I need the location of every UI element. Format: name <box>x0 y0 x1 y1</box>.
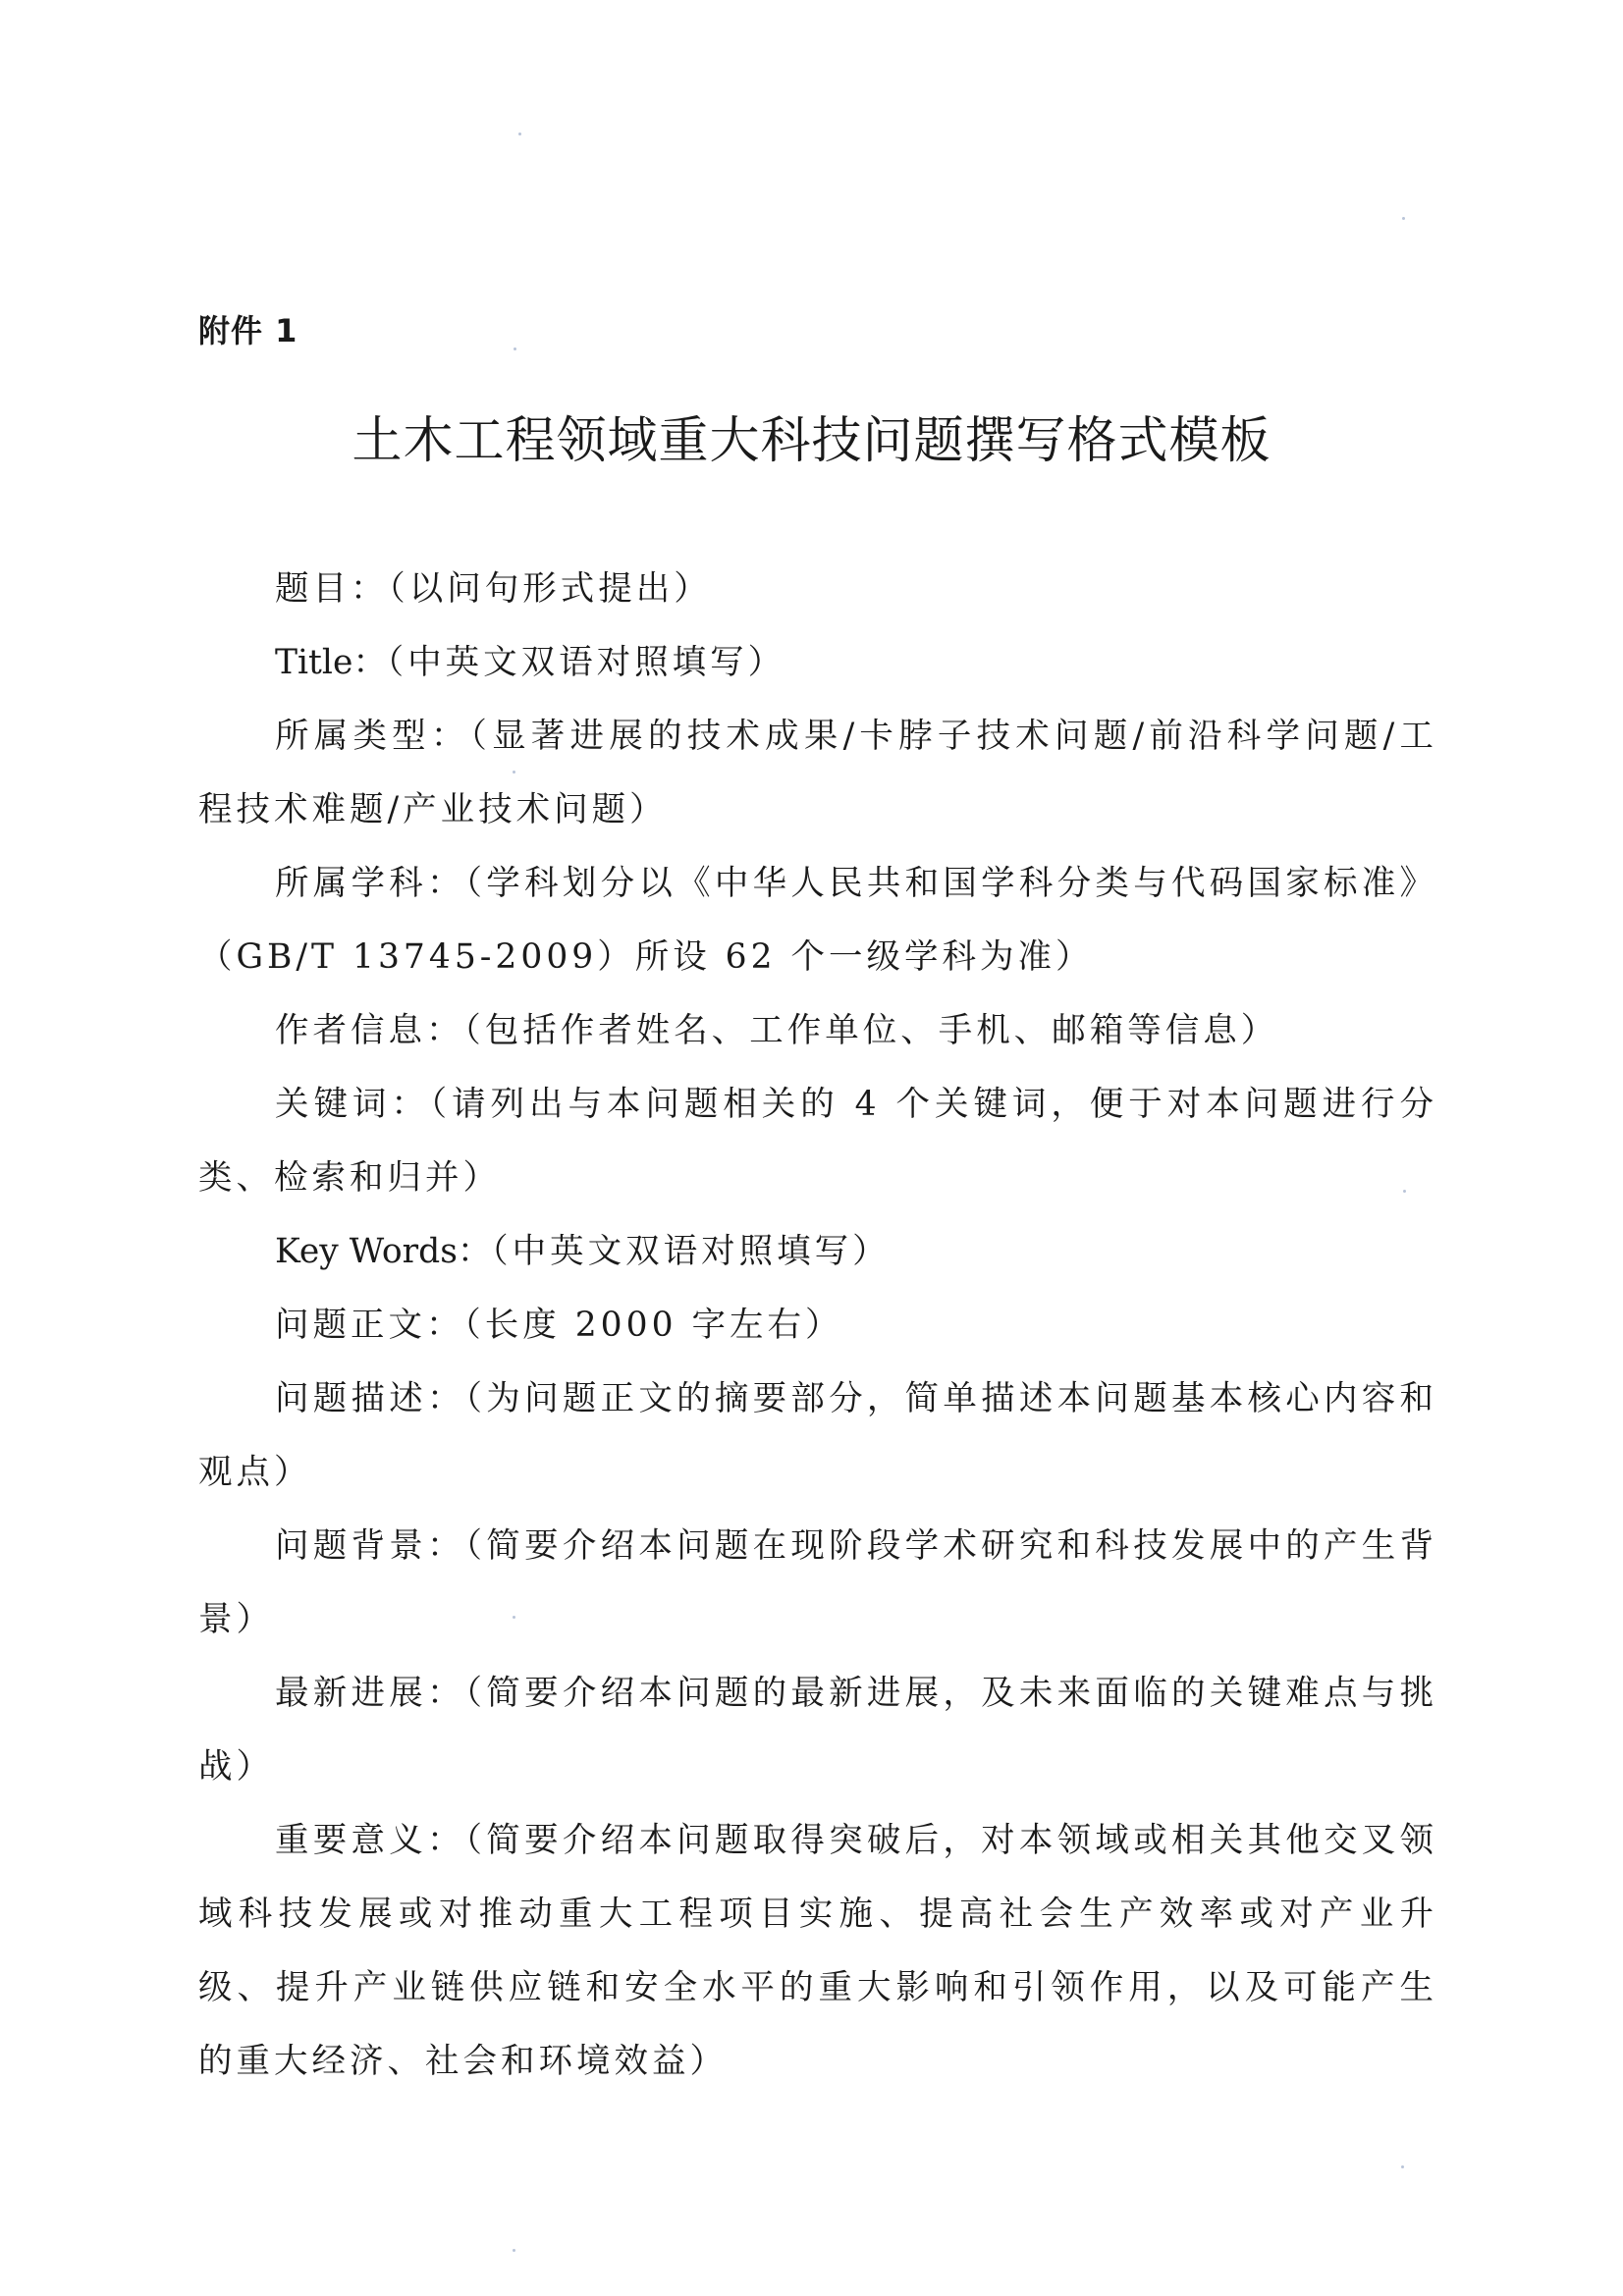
field-content: （为问题正文的摘要部分，简单描述本问题基本核心内容和观点） <box>198 1379 1438 1492</box>
field-label: 问题背景： <box>275 1526 465 1566</box>
field-content: （中英文双语对照填写） <box>386 643 786 682</box>
template-fields <box>198 553 1437 2099</box>
field-content: （长度 2000 字左右） <box>463 1306 843 1345</box>
field-main-text <box>198 1289 1437 1362</box>
field-background <box>198 1510 1437 1657</box>
scan-speck <box>1401 2165 1404 2168</box>
field-category <box>198 700 1437 847</box>
field-label: 问题描述： <box>275 1379 465 1418</box>
field-label: 问题正文： <box>275 1306 464 1345</box>
scan-speck <box>1403 1190 1406 1193</box>
attachment-label: 附件 1 <box>198 312 298 349</box>
scan-speck <box>1402 217 1405 220</box>
field-content: （包括作者姓名、工作单位、手机、邮箱等信息） <box>463 1011 1279 1050</box>
field-label: Key Words： <box>275 1232 492 1271</box>
field-discipline <box>198 847 1437 994</box>
field-label: Title： <box>275 643 387 682</box>
field-content: （中英文双语对照填写） <box>491 1232 891 1271</box>
field-keywords-english <box>198 1215 1437 1289</box>
field-title-question <box>198 553 1437 626</box>
field-label: 所属类型： <box>275 717 470 756</box>
field-content: （简要介绍本问题取得突破后，对本领域或相关其他交叉领域科技发展或对推动重大工程项目实施、提高社会生产效率或对产业升级、提升产业链供应链和安全水平的重大影响和引领作用，以及可能产生的重大经济、社会和环境效益） <box>198 1821 1438 2081</box>
field-label: 所属学科： <box>275 864 465 903</box>
field-keywords <box>198 1068 1437 1215</box>
scan-speck <box>513 2249 515 2252</box>
field-content: （以问句形式提出） <box>388 569 712 609</box>
field-label: 重要意义： <box>275 1821 465 1860</box>
scan-speck <box>518 133 521 135</box>
field-significance <box>198 1804 1437 2099</box>
field-description <box>198 1362 1437 1510</box>
scan-speck <box>513 771 515 774</box>
document-title: 土木工程领域重大科技问题撰写格式模板 <box>352 412 1271 470</box>
field-label: 作者信息： <box>275 1011 464 1050</box>
field-label: 关键词： <box>275 1085 430 1124</box>
field-content: （显著进展的技术成果/卡脖子技术问题/前沿科学问题/工程技术难题/产业技术问题） <box>198 717 1437 829</box>
field-content: （请列出与本问题相关的 4 个关键词，便于对本问题进行分类、检索和归并） <box>198 1085 1438 1198</box>
scan-speck <box>513 1616 515 1619</box>
field-label: 题目： <box>275 569 389 609</box>
field-content: （学科划分以《中华人民共和国学科分类与代码国家标准》（GB/T 13745-2009）所设 62 个一级学科为准） <box>198 864 1438 977</box>
field-latest-progress <box>198 1657 1437 1804</box>
field-label: 最新进展： <box>275 1674 465 1713</box>
field-title-english <box>198 626 1437 700</box>
scan-speck <box>514 347 516 350</box>
field-content: （简要介绍本问题的最新进展，及未来面临的关键难点与挑战） <box>198 1674 1438 1787</box>
field-author-info <box>198 994 1437 1068</box>
field-content: （简要介绍本问题在现阶段学术研究和科技发展中的产生背景） <box>198 1526 1438 1639</box>
